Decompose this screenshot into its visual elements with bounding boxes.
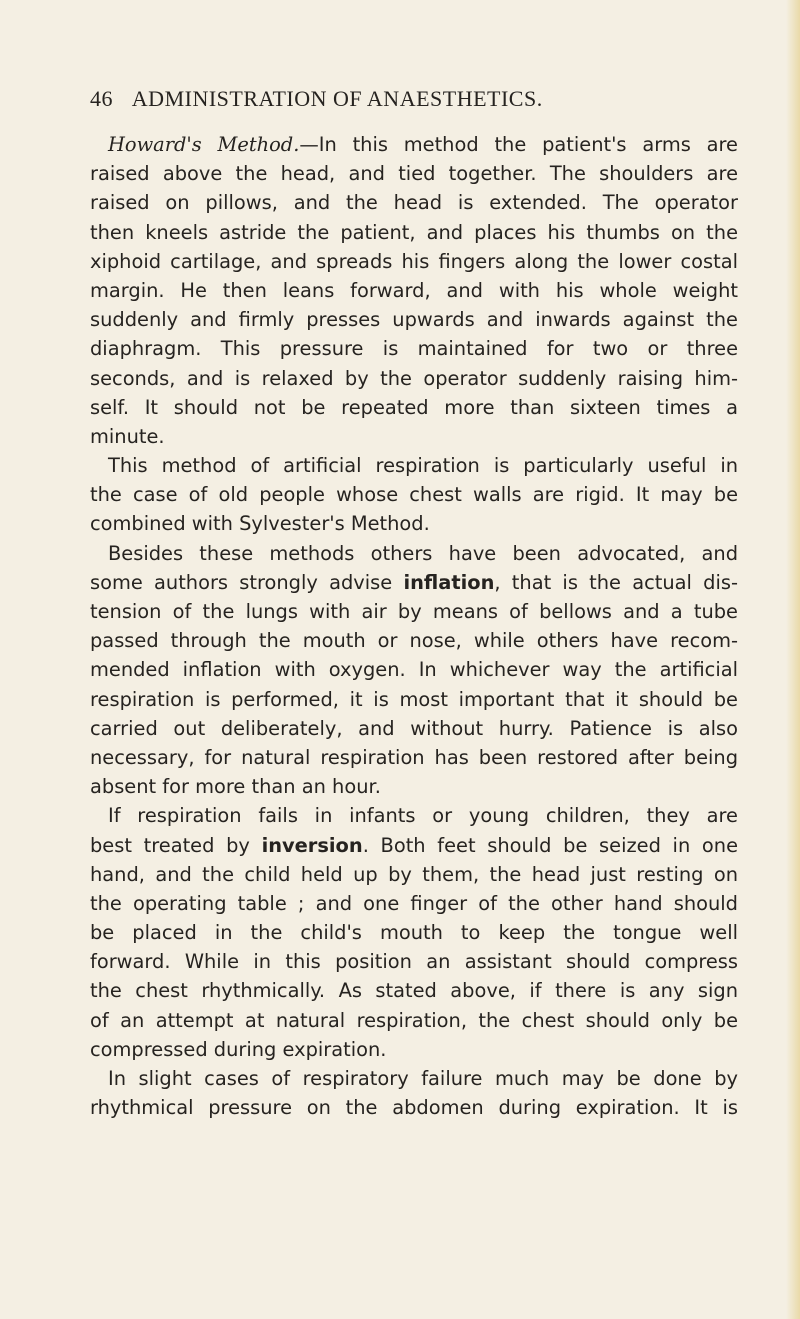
text-line: hand, and the child held up by them, the head just resting on: [90, 862, 738, 886]
text-line: necessary, for natural respiration has been restored after being: [90, 745, 738, 769]
text-line: of an attempt at natural respiration, the chest should only be: [90, 1008, 738, 1032]
text-line: mended inflation with oxygen. In whichever way the artificial: [90, 658, 738, 682]
text-line: suddenly and firmly presses upwards and inwards against the: [90, 308, 738, 332]
text-line: absent for more than an hour.: [90, 775, 381, 799]
text-line: Besides these methods others have been advocated, and: [108, 541, 738, 565]
bold-term: inflation: [403, 570, 495, 594]
page-number: 46: [90, 86, 113, 111]
text-line: best treated by inversion. Both feet should be seized in one: [90, 833, 738, 857]
bold-term: inversion: [261, 833, 363, 857]
body-text: [90, 130, 738, 1122]
running-header: [90, 86, 770, 112]
text-line: seconds, and is relaxed by the operator suddenly raising him-: [90, 366, 738, 390]
text-line: forward. While in this position an assistant should compress: [90, 950, 738, 974]
text-line: tension of the lungs with air by means of bellows and a tube: [90, 600, 738, 623]
running-title: ADMINISTRATION OF ANAESTHETICS.: [131, 86, 543, 111]
text-line: If respiration fails in infants or young children, they are: [108, 804, 738, 828]
text-line: raised above the head, and tied together. The shoulders are: [90, 162, 738, 186]
text-line: carried out deliberately, and without hurry. Patience is also: [90, 716, 738, 740]
text-line: self. It should not be repeated more than sixteen times a: [90, 395, 738, 419]
text-line: then kneels astride the patient, and places his thumbs on the: [90, 220, 738, 244]
text-line: xiphoid cartilage, and spreads his fingers along the lower costal: [90, 249, 738, 273]
text-line: the operating table ; and one finger of the other hand should: [90, 891, 738, 915]
section-heading: Howard's Method.: [108, 133, 300, 156]
text-line: This method of artificial respiration is particularly useful in: [108, 454, 738, 478]
page-edge-shadow: [786, 0, 800, 1319]
text-line: minute.: [90, 424, 165, 448]
text-line: passed through the mouth or nose, while others have recom-: [90, 629, 738, 653]
text-line: some authors strongly advise inflation, that is the actual dis-: [90, 570, 738, 594]
text-line: be placed in the child's mouth to keep the tongue well: [90, 921, 738, 945]
text-line: diaphragm. This pressure is maintained for two or three: [90, 337, 738, 361]
text-line: combined with Sylvester's Method.: [90, 512, 430, 536]
text-line: compressed during expiration.: [90, 1037, 387, 1061]
text-line: In slight cases of respiratory failure much may be done by: [108, 1067, 738, 1090]
text-line: respiration is performed, it is most important that it should be: [90, 687, 738, 711]
text-line: Howard's Method.—In this method the patient's arms are: [108, 133, 738, 156]
text-line: rhythmical pressure on the abdomen during expiration. It is: [90, 1096, 738, 1120]
text-line: margin. He then leans forward, and with his whole weight: [90, 278, 738, 302]
text-line: raised on pillows, and the head is extended. The operator: [90, 191, 738, 215]
text-line: the chest rhythmically. As stated above, if there is any sign: [90, 979, 738, 1003]
text-line: the case of old people whose chest walls are rigid. It may be: [90, 483, 738, 507]
